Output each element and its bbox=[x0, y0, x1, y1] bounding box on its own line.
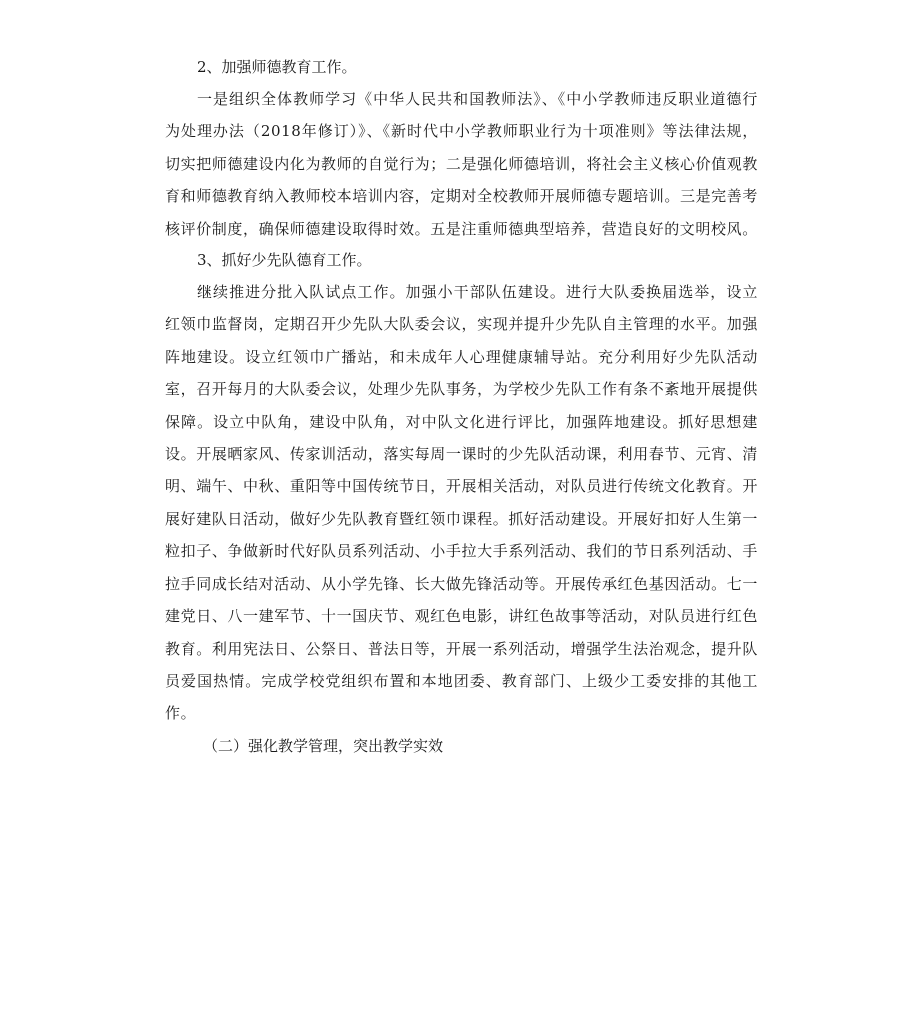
document-page bbox=[165, 52, 758, 762]
section-heading-young-pioneers: 3、抓好少先队德育工作。 bbox=[197, 251, 372, 270]
paragraph-young-pioneers: 继续推进分批入队试点工作。加强小干部队伍建设。进行大队委换届选举，设立红领巾监督岗，定期召开少先队大队委会议，实现并提升少先队自主管理的水平。加强阵地建设。设立红领巾广播站，和未成年人心理健康辅导站。充分利用好少先队活动室，召开每月的大队委会议，处理少先队事务，为学校少先队工作有条不紊地开展提供保障。设立中队角，建设中队角，对中队文化进行评比，加强阵地建设。抓好思想建设。开展晒家风、传家训活动，落实每周一课时的少先队活动课，利用春节、元宵、清明、端午、中秋、重阳等中国传统节日，开展相关活动，对队员进行传统文化教育。开展好建队日活动，做好少先队教育暨红领巾课程。抓好活动建设。开展好扣好人生第一粒扣子、争做新时代好队员系列活动、小手拉大手系列活动、我们的节日系列活动、手拉手同成长结对活动、从小学先锋、长大做先锋活动等。开展传承红色基因活动。七一建党日、八一建军节、十一国庆节、观红色电影，讲红色故事等活动，对队员进行红色教育。利用宪法日、公祭日、普法日等，开展一系列活动，增强学生法治观念，提升队员爱国热情。完成学校党组织布置和本地团委、教育部门、上级少工委安排的其他工作。 bbox=[165, 283, 758, 723]
section-heading-teaching-management: （二）强化教学管理，突出教学实效 bbox=[203, 736, 444, 755]
paragraph-teacher-ethics: 一是组织全体教师学习《中华人民共和国教师法》、《中小学教师违反职业道德行为处理办法（2018年修订）》、《新时代中小学教师职业行为十项准则》等法律法规，切实把师德建设内化为教师的自觉行为；二是强化师德培训，将社会主义核心价值观教育和师德教育纳入教师校本培训内容，定期对全校教师开展师德专题培训。三是完善考核评价制度，确保师德建设取得时效。五是注重师德典型培养，营造良好的文明校风。 bbox=[165, 90, 758, 238]
section-heading-teacher-ethics: 2、加强师德教育工作。 bbox=[197, 58, 357, 76]
